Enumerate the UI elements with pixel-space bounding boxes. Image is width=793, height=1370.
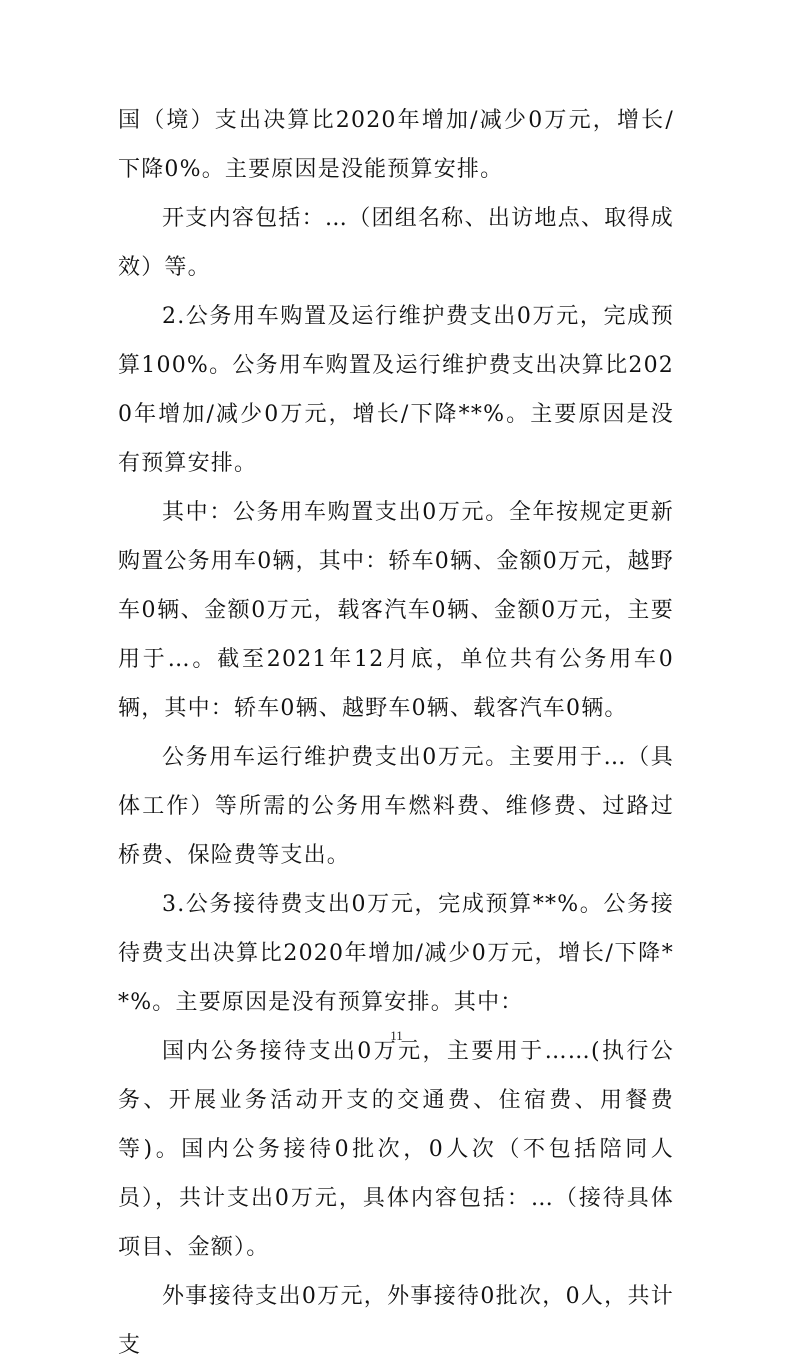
page-number: 11 bbox=[390, 1028, 403, 1043]
paragraph-reception-expense: 3.公务接待费支出0万元，完成预算**%。公务接待费支出决算比2020年增加/减少0万元，增长/下降**%。主要原因是没有预算安排。其中： bbox=[118, 892, 674, 1015]
paragraph-vehicle-expense: 2.公务用车购置及运行维护费支出0万元，完成预算100%。公务用车购置及运行维护费支出决算比2020年增加/减少0万元，增长/下降**%。主要原因是没有预算安排。 bbox=[118, 304, 674, 476]
paragraph-domestic-reception: 国内公务接待支出0万元，主要用于……(执行公务、开展业务活动开支的交通费、住宿费、用餐费等)。国内公务接待0批次，0人次（不包括陪同人员），共计支出0万元，具体内容包括：…（接待具体项目、金额）。 bbox=[118, 1039, 674, 1260]
paragraph-foreign-reception: 外事接待支出0万元，外事接待0批次，0人，共计支 bbox=[118, 1284, 674, 1358]
paragraph-vehicle-purchase: 其中：公务用车购置支出0万元。全年按规定更新购置公务用车0辆，其中：轿车0辆、金额0万元，越野车0辆、金额0万元，载客汽车0辆、金额0万元，主要用于…。截至2021年12月底，单位共有公务用车0辆，其中：轿车0辆、越野车0辆、载客汽车0辆。 bbox=[118, 500, 674, 721]
paragraph-vehicle-maintenance: 公务用车运行维护费支出0万元。主要用于…（具体工作）等所需的公务用车燃料费、维修费、过路过桥费、保险费等支出。 bbox=[118, 745, 674, 868]
paragraph-overseas-content: 开支内容包括：…（团组名称、出访地点、取得成效）等。 bbox=[118, 206, 674, 280]
document-body bbox=[118, 96, 674, 1370]
paragraph-overseas-continued: 国（境）支出决算比2020年增加/减少0万元，增长/下降0%。主要原因是没能预算安排。 bbox=[118, 108, 674, 182]
